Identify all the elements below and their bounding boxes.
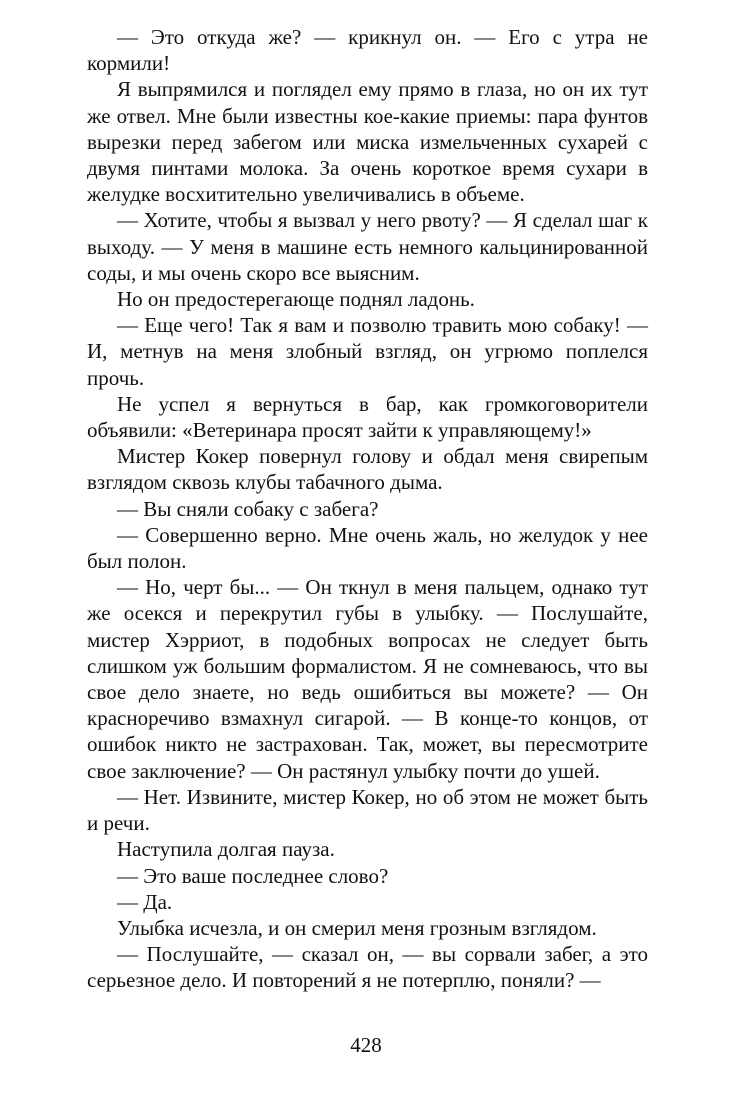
paragraph-12: Наступила долгая пауза. bbox=[117, 837, 335, 862]
paragraph-11: — Нет. Извините, мистер Кокер, но об этом не может быть и речи. bbox=[87, 784, 648, 836]
page-number: 428 bbox=[350, 1033, 382, 1057]
paragraph-14: — Да. bbox=[117, 889, 173, 914]
paragraph-1: — Это откуда же? — крикнул он. — Его с утра не кормили! bbox=[87, 25, 648, 76]
paragraph-15: Улыбка исчезла, и он смерил меня грозным взглядом. bbox=[117, 915, 597, 940]
paragraph-4: Но он предостерегающе поднял ладонь. bbox=[117, 287, 475, 312]
paragraph-2: Я выпрямился и поглядел ему прямо в глаза, но он их тут же отвел. Мне были известны кое-какие приемы: пара фунтов вырезки перед забегом или миска измельченных сухарей с двумя пинтами молока. За очень короткое время сухари в желудке восхитительно увеличивались в объеме. bbox=[87, 77, 648, 207]
paragraph-6: Не успел я вернуться в бар, как громкоговорители объявили: «Ветеринара просят зайти к управляющему!» bbox=[87, 391, 648, 443]
paragraph-3: — Хотите, чтобы я вызвал у него рвоту? — Я сделал шаг к выходу. — У меня в машине есть немного кальцинированной соды, и мы очень скоро все выясним. bbox=[87, 208, 648, 285]
paragraph-5: — Еще чего! Так я вам и позволю травить мою собаку! — И, метнув на меня злобный взгляд, он угрюмо поплелся прочь. bbox=[87, 313, 648, 390]
paragraph-7: Мистер Кокер повернул голову и обдал меня свирепым взглядом сквозь клубы табачного дыма. bbox=[87, 444, 648, 495]
paragraph-16: — Послушайте, — сказал он, — вы сорвали забег, а это серьезное дело. И повторений я не потерплю, поняли? — bbox=[87, 942, 648, 993]
paragraph-10: — Но, черт бы... — Он ткнул в меня пальцем, однако тут же осекся и перекрутил губы в улыбку. — Послушайте, мистер Хэрриот, в подобных вопросах не следует быть слишком уж большим формалистом. Я не сомневаюсь, что вы свое дело знаете, но ведь ошибиться вы можете? — Он красноречиво взмахнул сигарой. — В конце-то концов, от ошибок никто не застрахован. Так, может, вы пересмотрите свое заключение? — Он растянул улыбку почти до ушей. bbox=[87, 575, 648, 783]
paragraph-8: — Вы сняли собаку с забега? bbox=[117, 496, 379, 521]
paragraph-9: — Совершенно верно. Мне очень жаль, но желудок у нее был полон. bbox=[87, 522, 648, 574]
page-body bbox=[87, 24, 648, 994]
paragraph-13: — Это ваше последнее слово? bbox=[117, 863, 389, 888]
